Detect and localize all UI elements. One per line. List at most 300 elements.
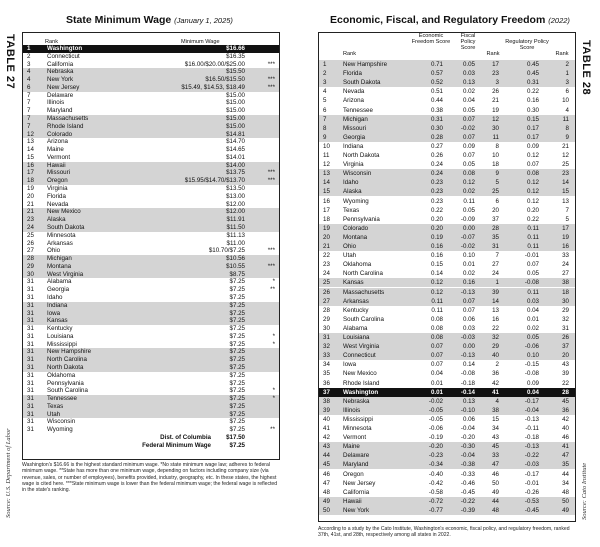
row-reg-score: 0.09 xyxy=(526,379,539,387)
wage-row xyxy=(23,162,279,170)
row-reg-score: 0.01 xyxy=(526,315,539,323)
row-fiscal-rank: 28 xyxy=(492,224,499,232)
row-fiscal-rank: 8 xyxy=(495,142,499,150)
row-state: Connecticut xyxy=(47,52,80,60)
row-wage: $15.00 xyxy=(226,115,245,123)
row-state: Kansas xyxy=(343,279,364,287)
row-rank: 7 xyxy=(323,115,327,123)
row-reg-score: -0.13 xyxy=(524,443,539,451)
wage-row xyxy=(23,418,279,426)
row-rank: 31 xyxy=(27,402,34,410)
wage-row xyxy=(23,169,279,177)
row-rank: 31 xyxy=(27,363,34,371)
row-fiscal-rank: 32 xyxy=(492,334,499,341)
row-fiscal-rank: 21 xyxy=(492,97,499,105)
row-reg-score: -0.53 xyxy=(524,497,539,505)
row-wage: $7.25 xyxy=(229,395,245,403)
row-econ-score: 0.23 xyxy=(430,188,443,196)
row-fiscal-rank: 49 xyxy=(492,488,499,496)
row-fiscal-score: 0.00 xyxy=(462,343,475,351)
row-fiscal-score: 0.01 xyxy=(462,261,475,269)
row-state: South Carolina xyxy=(343,315,384,323)
row-footnote-mark: *** xyxy=(267,83,275,91)
wage-row xyxy=(23,216,279,224)
row-rank: 13 xyxy=(323,170,330,178)
row-state: North Carolina xyxy=(343,270,383,278)
row-reg-rank: 6 xyxy=(565,88,569,96)
row-reg-rank: 23 xyxy=(562,170,569,178)
row-econ-score: -0.05 xyxy=(428,406,443,414)
row-state: Florida xyxy=(343,70,362,78)
row-fiscal-score: -0.18 xyxy=(460,379,475,387)
row-state: Virginia xyxy=(47,185,68,193)
row-state: Alaska xyxy=(343,188,362,196)
row-state: Indiana xyxy=(343,142,364,150)
row-fiscal-rank: 5 xyxy=(495,179,499,187)
row-reg-score: 0.45 xyxy=(526,61,539,68)
row-fiscal-rank: 20 xyxy=(492,206,499,214)
row-reg-score: -0.45 xyxy=(524,506,539,514)
row-state: Maine xyxy=(343,443,360,451)
row-rank: 31 xyxy=(27,418,34,426)
row-state: North Dakota xyxy=(47,363,84,371)
row-state: Delaware xyxy=(47,91,74,99)
row-rank: 31 xyxy=(27,348,34,356)
row-econ-score: 0.19 xyxy=(430,233,443,241)
row-fiscal-score: 0.02 xyxy=(462,88,475,96)
row-fiscal-rank: 12 xyxy=(492,115,499,123)
wage-row xyxy=(23,224,279,232)
row-state: Indiana xyxy=(47,301,68,309)
row-reg-rank: 47 xyxy=(562,452,569,460)
row-state: South Dakota xyxy=(343,79,381,87)
row-fiscal-rank: 19 xyxy=(492,106,499,114)
row-reg-rank: 45 xyxy=(562,397,569,405)
freedom-row xyxy=(319,306,575,315)
row-fiscal-score: 0.06 xyxy=(462,315,475,323)
row-reg-score: 0.31 xyxy=(526,79,539,87)
freedom-row xyxy=(319,169,575,178)
row-rank: 23 xyxy=(323,261,330,269)
row-rank: 6 xyxy=(323,106,327,114)
row-wage: $11.00 xyxy=(226,239,245,247)
wage-row xyxy=(23,201,279,209)
row-fiscal-rank: 31 xyxy=(492,243,499,250)
row-rank: 8 xyxy=(323,124,327,132)
row-fiscal-rank: 42 xyxy=(492,379,499,387)
freedom-row xyxy=(319,451,575,460)
wage-row xyxy=(23,61,279,69)
row-state: Montana xyxy=(343,233,368,241)
row-fiscal-rank: 46 xyxy=(492,470,499,478)
row-fiscal-rank: 9 xyxy=(495,170,499,178)
row-wage: $7.25 xyxy=(229,426,245,434)
freedom-row xyxy=(319,360,575,369)
row-wage: $15.95/$14.70/$13.70 xyxy=(184,177,245,185)
row-wage: $7.25 xyxy=(229,363,245,371)
row-rank: 20 xyxy=(27,192,34,200)
row-fiscal-rank: 35 xyxy=(492,233,499,241)
wage-row xyxy=(23,426,279,434)
wage-row xyxy=(23,131,279,139)
row-fiscal-score: -0.38 xyxy=(460,461,475,469)
row-wage: $14.81 xyxy=(226,130,245,138)
row-rank: 28 xyxy=(27,255,34,263)
row-reg-score: 0.22 xyxy=(526,215,539,223)
row-footnote-mark: ** xyxy=(270,426,275,434)
row-state: Alabama xyxy=(343,324,368,332)
row-reg-score: 0.09 xyxy=(526,142,539,150)
row-rank: 26 xyxy=(323,288,330,296)
row-state: Illinois xyxy=(47,99,65,107)
row-fiscal-score: 0.03 xyxy=(462,324,475,332)
wage-row xyxy=(23,92,279,100)
freedom-row xyxy=(319,60,575,69)
row-rank: 31 xyxy=(27,293,34,301)
row-rank: 7 xyxy=(27,91,31,99)
row-rank: 39 xyxy=(323,406,330,414)
row-econ-score: 0.04 xyxy=(430,370,443,378)
row-state: Mississippi xyxy=(343,415,373,423)
row-fiscal-score: 0.05 xyxy=(462,61,475,68)
row-wage: $12.00 xyxy=(226,208,245,216)
wage-row xyxy=(23,294,279,302)
wage-row xyxy=(23,193,279,201)
row-rank: 16 xyxy=(323,197,330,205)
row-reg-rank: 40 xyxy=(562,425,569,432)
row-state: Connecticut xyxy=(343,352,376,360)
row-econ-score: 0.71 xyxy=(430,61,443,68)
row-rank: 28 xyxy=(323,306,330,314)
row-fiscal-score: -0.20 xyxy=(460,434,475,442)
row-state: Georgia xyxy=(343,133,366,141)
wage-row xyxy=(23,177,279,185)
row-fiscal-rank: 14 xyxy=(492,297,499,305)
row-state: Massachusetts xyxy=(343,288,385,296)
row-reg-score: -0.26 xyxy=(524,488,539,496)
row-econ-score: 0.07 xyxy=(430,361,443,369)
row-rank: 15 xyxy=(27,153,34,161)
row-state: New York xyxy=(47,76,74,84)
row-state: Iowa xyxy=(47,309,61,317)
row-rank: 2 xyxy=(323,70,327,78)
row-rank: 40 xyxy=(323,415,330,423)
wage-row xyxy=(23,317,279,325)
freedom-row xyxy=(319,415,575,424)
row-reg-rank: 15 xyxy=(562,188,569,196)
row-fiscal-score: 0.13 xyxy=(462,397,475,405)
row-econ-score: 0.57 xyxy=(430,70,443,78)
row-state: Ohio xyxy=(343,243,357,250)
row-state: South Carolina xyxy=(47,387,88,395)
row-fiscal-rank: 23 xyxy=(492,70,499,78)
row-econ-score: -0.77 xyxy=(428,506,443,514)
row-rank: 7 xyxy=(27,99,31,107)
row-fiscal-rank: 39 xyxy=(492,288,499,296)
row-fiscal-score: -0.03 xyxy=(460,334,475,341)
wage-row xyxy=(23,146,279,154)
row-state: Maryland xyxy=(343,461,369,469)
row-fiscal-rank: 16 xyxy=(492,315,499,323)
row-state: Illinois xyxy=(343,406,361,414)
row-fiscal-score: 0.10 xyxy=(462,252,475,260)
row-fiscal-rank: 40 xyxy=(492,352,499,360)
freedom-row xyxy=(319,433,575,442)
row-state: Nevada xyxy=(47,200,69,208)
row-econ-score: 0.12 xyxy=(430,288,443,296)
freedom-row xyxy=(319,251,575,260)
row-wage: $7.25 xyxy=(229,379,245,387)
row-wage: $8.75 xyxy=(229,270,245,278)
row-fiscal-score: 0.14 xyxy=(462,361,475,369)
row-state: Washington xyxy=(47,45,83,52)
row-fiscal-rank: 3 xyxy=(495,79,499,87)
row-state: Wyoming xyxy=(47,426,73,434)
row-rank: 31 xyxy=(27,278,34,286)
minimum-wage-table xyxy=(22,32,280,460)
row-state: Kentucky xyxy=(343,306,369,314)
row-rank: 21 xyxy=(323,243,330,250)
row-fiscal-rank: 30 xyxy=(492,124,499,132)
row-econ-score: 0.38 xyxy=(430,106,443,114)
row-reg-rank: 43 xyxy=(562,361,569,369)
row-fiscal-rank: 24 xyxy=(492,270,499,278)
row-reg-score: 0.05 xyxy=(526,334,539,341)
row-wage: $11.91 xyxy=(226,216,245,224)
row-reg-rank: 20 xyxy=(562,352,569,360)
row-state: Nebraska xyxy=(343,397,370,405)
row-footnote-mark: * xyxy=(272,278,275,286)
row-reg-score: -0.15 xyxy=(524,361,539,369)
row-state: Oklahoma xyxy=(343,261,372,269)
row-econ-score: -0.19 xyxy=(428,434,443,442)
row-fiscal-score: -0.13 xyxy=(460,288,475,296)
right-title xyxy=(330,14,570,26)
row-fiscal-rank: 22 xyxy=(492,324,499,332)
wage-row xyxy=(23,240,279,248)
row-value: $7.25 xyxy=(229,441,245,449)
freedom-row xyxy=(319,178,575,187)
wage-row xyxy=(23,185,279,193)
row-rank: 30 xyxy=(323,324,330,332)
row-rank: 5 xyxy=(323,97,327,105)
wage-row xyxy=(23,411,279,419)
row-wage: $7.25 xyxy=(229,332,245,340)
row-state: New Jersey xyxy=(47,83,80,91)
row-econ-score: 0.24 xyxy=(430,170,443,178)
row-econ-score: 0.28 xyxy=(430,133,443,141)
row-wage: $16.00/$20.00/$25.00 xyxy=(184,60,245,68)
freedom-row xyxy=(319,369,575,378)
row-footnote-mark: *** xyxy=(267,262,275,270)
right-footnote: According to a study by the Cato Institute, Washington's economic, fiscal policy, and regulatory freedom, ranked 37th, 41st, and 28th, respectively among all states in 2022. xyxy=(318,526,570,539)
wage-row xyxy=(23,278,279,286)
row-reg-score: 0.11 xyxy=(527,288,539,296)
row-reg-rank: 16 xyxy=(562,243,569,250)
row-reg-rank: 25 xyxy=(562,161,569,169)
row-footnote-mark: *** xyxy=(267,177,275,185)
row-reg-score: 0.04 xyxy=(526,306,539,314)
row-rank: 21 xyxy=(27,200,34,208)
row-state: Nebraska xyxy=(47,68,74,76)
row-fiscal-score: 0.16 xyxy=(462,279,475,287)
wage-row xyxy=(23,271,279,279)
row-state: Texas xyxy=(47,402,64,410)
row-fiscal-rank: 18 xyxy=(492,161,499,169)
row-rank: 31 xyxy=(27,426,34,434)
wage-row xyxy=(23,247,279,255)
row-fiscal-rank: 45 xyxy=(492,443,499,451)
row-fiscal-score: 0.02 xyxy=(462,270,475,278)
row-footnote-mark: *** xyxy=(267,247,275,255)
row-state: Oregon xyxy=(47,177,68,185)
row-rank: 35 xyxy=(323,370,330,378)
wage-row xyxy=(23,364,279,372)
row-state: Arizona xyxy=(47,138,68,146)
row-rank: 14 xyxy=(27,146,34,154)
wage-row xyxy=(23,138,279,146)
row-fiscal-score: -0.02 xyxy=(460,124,475,132)
row-reg-score: -0.18 xyxy=(524,434,539,442)
row-rank: 13 xyxy=(27,138,34,146)
row-state: Iowa xyxy=(343,361,357,369)
row-econ-score: 0.51 xyxy=(430,88,443,96)
freedom-row xyxy=(319,506,575,515)
row-state: New York xyxy=(343,506,370,514)
row-reg-score: 0.17 xyxy=(526,133,539,141)
row-rank: 7 xyxy=(27,122,31,130)
row-wage: $10.56 xyxy=(226,255,245,263)
row-wage: $15.00 xyxy=(226,122,245,130)
row-rank: 15 xyxy=(323,188,330,196)
row-wage: $10.70/$7.25 xyxy=(208,247,245,255)
row-fiscal-score: 0.07 xyxy=(462,306,475,314)
row-state: New Mexico xyxy=(343,370,377,378)
row-fiscal-score: 0.03 xyxy=(462,70,475,78)
row-fiscal-score: -0.22 xyxy=(460,497,475,505)
row-econ-score: -0.72 xyxy=(428,497,443,505)
row-rank: 34 xyxy=(323,361,330,369)
row-reg-rank: 29 xyxy=(562,306,569,314)
row-reg-rank: 10 xyxy=(562,97,569,105)
row-fiscal-rank: 47 xyxy=(492,461,499,469)
wage-row xyxy=(23,434,279,442)
row-rank: 44 xyxy=(323,452,330,460)
wage-row xyxy=(23,348,279,356)
col-rank-header: Rank xyxy=(343,51,357,57)
row-reg-rank: 24 xyxy=(562,261,569,269)
freedom-row xyxy=(319,406,575,415)
row-rank: 50 xyxy=(323,506,330,514)
row-state: Washington xyxy=(343,388,379,396)
freedom-row xyxy=(319,479,575,488)
row-rank: 45 xyxy=(323,461,330,469)
left-footnote: Washington's $16.66 is the highest standard minimum wage. *No state minimum wage law; adheres to federal minimum wage. **State has more than one minimum wage, depending on factors including company size (via revenue, sales, or number of employees), benefits provided, industry, geography, etc. In these states, the highest wage is cited here. ***State minimum wage is lower than the federal minimum wage; the federal wage is reflected in the state's ranking. xyxy=(22,462,278,494)
row-fiscal-score: -0.10 xyxy=(460,406,475,414)
row-reg-rank: 2 xyxy=(565,61,569,68)
col-reg-header: Regulatory Policy Score xyxy=(505,39,549,52)
row-fiscal-rank: 43 xyxy=(492,434,499,442)
row-rank: 27 xyxy=(323,297,330,305)
row-fiscal-rank: 2 xyxy=(495,361,499,369)
row-wage: $7.25 xyxy=(229,317,245,325)
row-reg-score: 0.10 xyxy=(526,352,539,360)
freedom-row xyxy=(319,288,575,297)
row-econ-score: 0.20 xyxy=(430,224,443,232)
row-wage: $13.75 xyxy=(226,169,245,177)
row-state: Kansas xyxy=(47,317,68,325)
row-rank: 9 xyxy=(323,133,327,141)
row-fiscal-score: -0.30 xyxy=(460,443,475,451)
wage-row xyxy=(23,395,279,403)
row-wage: $13.00 xyxy=(226,192,245,200)
row-rank: 22 xyxy=(323,252,330,260)
freedom-row xyxy=(319,142,575,151)
row-state: Kentucky xyxy=(47,325,73,333)
row-econ-score: 0.16 xyxy=(430,243,443,250)
row-state: Idaho xyxy=(47,293,63,301)
row-econ-score: 0.52 xyxy=(430,79,443,87)
row-state: Wisconsin xyxy=(343,170,372,178)
row-rank: 17 xyxy=(323,206,330,214)
row-reg-rank: 48 xyxy=(562,488,569,496)
row-reg-rank: 30 xyxy=(562,297,569,305)
row-reg-rank: 34 xyxy=(562,479,569,487)
row-reg-score: -0.17 xyxy=(524,470,539,478)
freedom-row xyxy=(319,69,575,78)
row-rank: 11 xyxy=(323,152,330,159)
row-fiscal-rank: 41 xyxy=(492,388,499,396)
row-wage: $15.50 xyxy=(226,68,245,76)
row-econ-score: -0.34 xyxy=(428,461,443,469)
row-wage: $7.25 xyxy=(229,402,245,410)
row-wage: $14.70 xyxy=(226,138,245,146)
freedom-row xyxy=(319,278,575,287)
row-state: Pennsylvania xyxy=(343,215,380,223)
row-wage: $7.25 xyxy=(229,348,245,356)
row-wage: $16.35 xyxy=(226,52,245,60)
row-state: Missouri xyxy=(343,124,367,132)
row-fiscal-rank: 4 xyxy=(495,397,499,405)
col-fiscal-header: Fiscal Policy Score xyxy=(460,33,476,52)
wage-row xyxy=(23,372,279,380)
row-state: Florida xyxy=(47,192,66,200)
row-econ-score: -0.02 xyxy=(428,397,443,405)
row-state: Oregon xyxy=(343,470,364,478)
row-reg-score: 0.07 xyxy=(526,161,539,169)
row-state: Hawaii xyxy=(47,161,66,169)
row-econ-score: 0.20 xyxy=(430,215,443,223)
row-fiscal-rank: 11 xyxy=(492,133,499,141)
row-wage: $7.25 xyxy=(229,286,245,294)
row-state: New Jersey xyxy=(343,479,376,487)
row-reg-score: -0.13 xyxy=(524,415,539,423)
row-reg-rank: 28 xyxy=(562,388,569,396)
row-state: Alaska xyxy=(47,216,66,224)
freedom-row xyxy=(319,206,575,215)
row-rank: 21 xyxy=(27,208,34,216)
freedom-row xyxy=(319,397,575,406)
row-fiscal-score: 0.06 xyxy=(462,415,475,423)
row-footnote-mark: ** xyxy=(270,286,275,294)
row-reg-rank: 9 xyxy=(565,133,569,141)
row-fiscal-rank: 33 xyxy=(492,452,499,460)
row-fiscal-rank: 25 xyxy=(492,188,499,196)
row-fiscal-score: -0.46 xyxy=(460,479,475,487)
freedom-row xyxy=(319,342,575,351)
freedom-row xyxy=(319,233,575,242)
row-state: New Hampshire xyxy=(47,348,92,356)
